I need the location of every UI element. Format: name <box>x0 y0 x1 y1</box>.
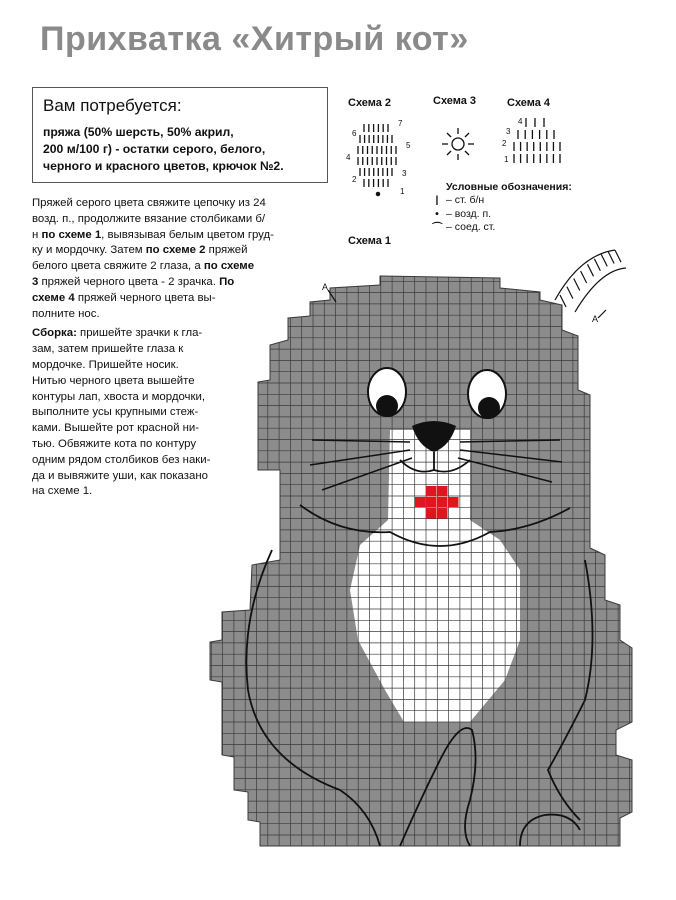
legend-item-label: – возд. п. <box>446 207 492 220</box>
scheme-2-label: Схема 2 <box>348 97 392 109</box>
scheme-2-row-number: 4 <box>346 153 351 162</box>
ear-stitch <box>574 279 580 291</box>
right-pupil <box>478 397 500 419</box>
scheme-4-row-number: 4 <box>518 117 523 126</box>
scheme-2-row-number: 7 <box>398 119 403 128</box>
scheme-1-label: Схема 1 <box>348 235 392 247</box>
instructions-text-segment: тью. Обвяжите кота по контуру <box>32 437 197 450</box>
scheme-2-row-number: 3 <box>402 169 407 178</box>
scheme-4-row-number: 3 <box>506 127 511 136</box>
scheme-4-label: Схема 4 <box>507 97 551 109</box>
instructions-emphasis: по схеме <box>203 260 255 273</box>
instructions-emphasis: по схеме 2 <box>145 244 206 257</box>
instructions-text-segment: Нитью черного цвета вышейте <box>32 374 195 387</box>
instructions-text-segment: возд. п., продолжите вязание столбиками б/ <box>32 212 266 225</box>
instructions-text-segment: пришейте зрачки к гла- <box>76 327 203 340</box>
legend-item-label: – ст. б/н <box>446 194 485 207</box>
instructions-text-segment: Пряжей серого цвета свяжите цепочку из 24 <box>32 197 266 209</box>
instructions-text-segment: пряжей черного цвета вы- <box>74 291 216 304</box>
instructions-text-segment: на схеме 1. <box>32 485 93 498</box>
instructions-text-segment: зам, затем пришейте глаза к <box>32 343 184 356</box>
scheme-4-row-number: 1 <box>504 155 509 164</box>
tongue-cell <box>415 497 426 508</box>
scheme-4-row-number: 2 <box>502 139 507 148</box>
materials-line: пряжа (50% шерсть, 50% акрил, <box>43 125 234 139</box>
tongue-cell <box>426 497 437 508</box>
ear-marker-left: A <box>322 282 329 292</box>
slip-stitch-symbol: ⌒ <box>432 221 443 234</box>
instructions-text-segment: ку и мордочку. Затем <box>32 244 146 257</box>
tongue-cell <box>437 497 448 508</box>
tongue-cell <box>426 508 437 519</box>
instructions-text-segment: контуры лап, хвоста и мордочки, <box>32 390 205 403</box>
page-title: Прихватка «Хитрый кот» <box>40 20 469 58</box>
scheme-2-row-number: 5 <box>406 141 411 150</box>
legend-item-label: – соед. ст. <box>446 221 496 234</box>
scheme-3-label: Схема 3 <box>433 95 477 107</box>
ear-stitch <box>567 287 573 299</box>
instructions-emphasis: Сборка: <box>32 327 77 340</box>
instructions-text-segment: одним рядом столбиков без наки- <box>32 453 211 466</box>
left-pupil <box>376 395 398 417</box>
tongue-cell <box>437 486 448 497</box>
instructions-text-segment: пряжей черного цвета - 2 зрачка. <box>38 275 220 288</box>
instructions-emphasis: по схеме 1 <box>41 228 102 241</box>
instructions-emphasis: 3 <box>32 275 39 288</box>
materials-heading: Вам потребуется: <box>43 96 182 115</box>
ear-stitch <box>601 254 607 266</box>
single-crochet-symbol: | <box>435 194 439 207</box>
instructions-text-segment: белого цвета свяжите 2 глаза, а <box>32 260 204 273</box>
instructions-emphasis: схеме 4 <box>32 291 75 304</box>
tongue-cell <box>437 508 448 519</box>
ear-marker-arrow <box>598 310 606 318</box>
scheme-2-row-number: 6 <box>352 129 357 138</box>
instructions-text-segment: мордочке. Пришейте носик. <box>32 358 179 371</box>
scheme-2-row-number: 2 <box>352 175 357 184</box>
chain-stitch-symbol: • <box>435 207 439 220</box>
ear-stitch <box>581 271 587 283</box>
instructions-text-segment: да и вывяжите уши, как показано <box>32 469 208 482</box>
instructions-text-segment: , вывязывая белым цветом груд- <box>101 228 274 241</box>
ear-stitch <box>588 264 594 276</box>
instructions-text-segment: ками. Вышейте рот красной ни- <box>32 422 200 435</box>
ear-stitch <box>608 251 614 263</box>
ear-stitch <box>594 259 600 271</box>
instructions-text-segment: полните нос. <box>32 307 100 320</box>
instructions-text-segment: пряжей <box>205 244 248 257</box>
materials-line: 200 м/100 г) - остатки серого, белого, <box>43 142 266 156</box>
instructions-text-segment: выполните усы крупными стеж- <box>32 406 199 419</box>
scheme-2-row-number: 1 <box>400 187 405 196</box>
materials-line: черного и красного цветов, крючок №2. <box>43 159 284 173</box>
instructions-text-segment: н <box>32 228 42 241</box>
tongue-cell <box>426 486 437 497</box>
tongue-cell <box>448 497 459 508</box>
instructions-emphasis: По <box>219 275 235 288</box>
legend-heading: Условные обозначения: <box>446 180 572 193</box>
ear-marker-right: A <box>592 314 599 324</box>
ear-stitch <box>615 250 621 262</box>
